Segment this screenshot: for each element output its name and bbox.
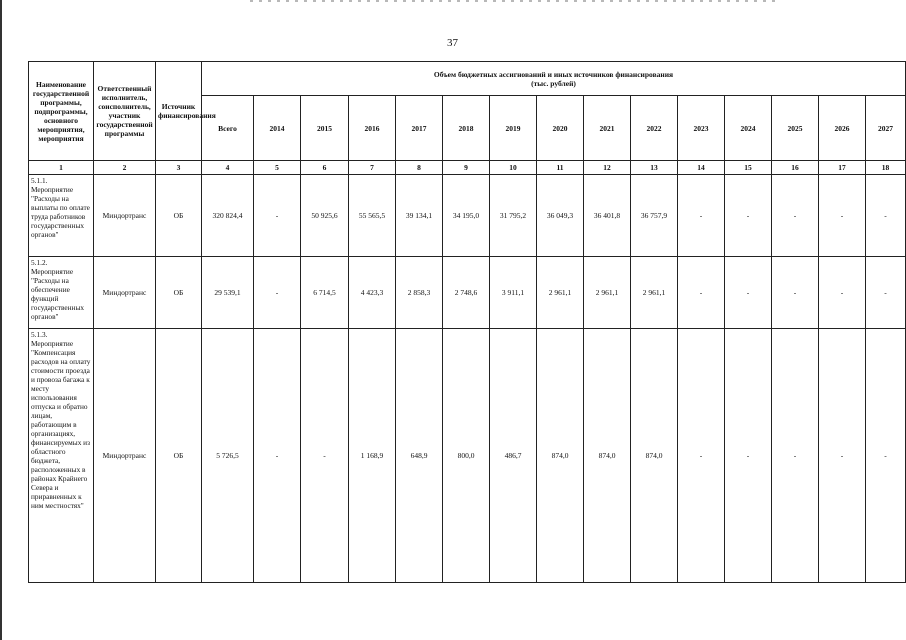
header-year: 2023 <box>678 96 725 161</box>
row-year-value: - <box>866 329 906 583</box>
row-year-value: - <box>772 329 819 583</box>
row-source: ОБ <box>156 329 202 583</box>
row-responsible: Миндортранс <box>94 329 156 583</box>
column-number: 8 <box>396 161 443 175</box>
table-row <box>29 257 906 329</box>
column-number: 18 <box>866 161 906 175</box>
row-year-value: - <box>725 175 772 257</box>
row-year-value: 39 134,1 <box>396 175 443 257</box>
header-source: Источник финансирования <box>156 62 202 161</box>
row-year-value: - <box>819 329 866 583</box>
row-year-value: - <box>772 175 819 257</box>
row-year-value: 55 565,5 <box>349 175 396 257</box>
row-year-value: 2 961,1 <box>631 257 678 329</box>
header-year: 2016 <box>349 96 396 161</box>
row-responsible: Миндортранс <box>94 175 156 257</box>
header-responsible: Ответственный исполнитель, соисполнитель, участник государственной программы <box>94 62 156 161</box>
row-source: ОБ <box>156 257 202 329</box>
row-year-value: - <box>254 329 301 583</box>
row-year-value: - <box>866 175 906 257</box>
header-year: 2025 <box>772 96 819 161</box>
row-name: 5.1.1. Мероприятие "Расходы на выплаты по оплате труда работников государственных органов" <box>29 175 94 257</box>
column-number: 12 <box>584 161 631 175</box>
column-number: 10 <box>490 161 537 175</box>
row-total: 320 824,4 <box>202 175 254 257</box>
row-year-value: - <box>772 257 819 329</box>
row-year-value: 2 858,3 <box>396 257 443 329</box>
header-year: 2014 <box>254 96 301 161</box>
column-number: 13 <box>631 161 678 175</box>
column-number-row <box>29 161 906 175</box>
row-year-value: - <box>819 257 866 329</box>
row-year-value: 36 049,3 <box>537 175 584 257</box>
table-row <box>29 329 906 583</box>
row-total: 5 726,5 <box>202 329 254 583</box>
column-number: 6 <box>301 161 349 175</box>
row-year-value: - <box>678 175 725 257</box>
column-number: 17 <box>819 161 866 175</box>
header-total: Всего <box>202 96 254 161</box>
header-year: 2019 <box>490 96 537 161</box>
row-year-value: 31 795,2 <box>490 175 537 257</box>
row-year-value: 6 714,5 <box>301 257 349 329</box>
row-year-value: - <box>866 257 906 329</box>
row-year-value: 3 911,1 <box>490 257 537 329</box>
row-year-value: 4 423,3 <box>349 257 396 329</box>
header-year: 2026 <box>819 96 866 161</box>
row-year-value: 874,0 <box>584 329 631 583</box>
header-year: 2021 <box>584 96 631 161</box>
header-year: 2015 <box>301 96 349 161</box>
header-year: 2020 <box>537 96 584 161</box>
column-number: 1 <box>29 161 94 175</box>
page-left-border <box>0 0 2 640</box>
header-year: 2018 <box>443 96 490 161</box>
row-year-value: - <box>678 329 725 583</box>
column-number: 11 <box>537 161 584 175</box>
column-number: 7 <box>349 161 396 175</box>
row-year-value: - <box>254 175 301 257</box>
header-year: 2022 <box>631 96 678 161</box>
row-year-value: 874,0 <box>631 329 678 583</box>
column-number: 9 <box>443 161 490 175</box>
column-number: 3 <box>156 161 202 175</box>
row-year-value: - <box>725 329 772 583</box>
row-year-value: 486,7 <box>490 329 537 583</box>
header-year: 2024 <box>725 96 772 161</box>
column-number: 5 <box>254 161 301 175</box>
row-year-value: 36 757,9 <box>631 175 678 257</box>
row-year-value: - <box>301 329 349 583</box>
row-year-value: 2 748,6 <box>443 257 490 329</box>
row-year-value: 2 961,1 <box>584 257 631 329</box>
row-total: 29 539,1 <box>202 257 254 329</box>
column-number: 15 <box>725 161 772 175</box>
column-number: 16 <box>772 161 819 175</box>
column-number: 14 <box>678 161 725 175</box>
row-responsible: Миндортранс <box>94 257 156 329</box>
header-year: 2017 <box>396 96 443 161</box>
column-number: 4 <box>202 161 254 175</box>
row-year-value: 2 961,1 <box>537 257 584 329</box>
scan-artifact-line <box>250 0 780 2</box>
row-name: 5.1.2. Мероприятие "Расходы на обеспечение функций государственных органов" <box>29 257 94 329</box>
row-year-value: - <box>819 175 866 257</box>
header-volume <box>202 62 906 96</box>
row-year-value: - <box>678 257 725 329</box>
header-volume-units: (тыс. рублей) <box>531 78 576 88</box>
row-year-value: 36 401,8 <box>584 175 631 257</box>
header-name: Наименование государственной программы, подпрограммы, основного мероприятия, мероприятия <box>29 62 94 161</box>
row-year-value: 648,9 <box>396 329 443 583</box>
table-row <box>29 175 906 257</box>
row-year-value: 874,0 <box>537 329 584 583</box>
page-number: 37 <box>447 37 458 49</box>
row-name: 5.1.3. Мероприятие "Компенсация расходов на оплату стоимости проезда и провоза багажа к месту использования отпуска и обратно лицам, работающим в организациях, финансируемых из областного бюджета, расположенных в районах Крайнего Севера и приравненных к ним местностях" <box>29 329 94 583</box>
row-year-value: - <box>254 257 301 329</box>
row-year-value: 34 195,0 <box>443 175 490 257</box>
header-volume-title: Объем бюджетных ассигнований и иных источников финансирования <box>433 69 674 79</box>
column-number: 2 <box>94 161 156 175</box>
row-year-value: - <box>725 257 772 329</box>
row-year-value: 1 168,9 <box>349 329 396 583</box>
header-year: 2027 <box>866 96 906 161</box>
row-year-value: 50 925,6 <box>301 175 349 257</box>
row-source: ОБ <box>156 175 202 257</box>
budget-table <box>28 61 906 583</box>
row-year-value: 800,0 <box>443 329 490 583</box>
